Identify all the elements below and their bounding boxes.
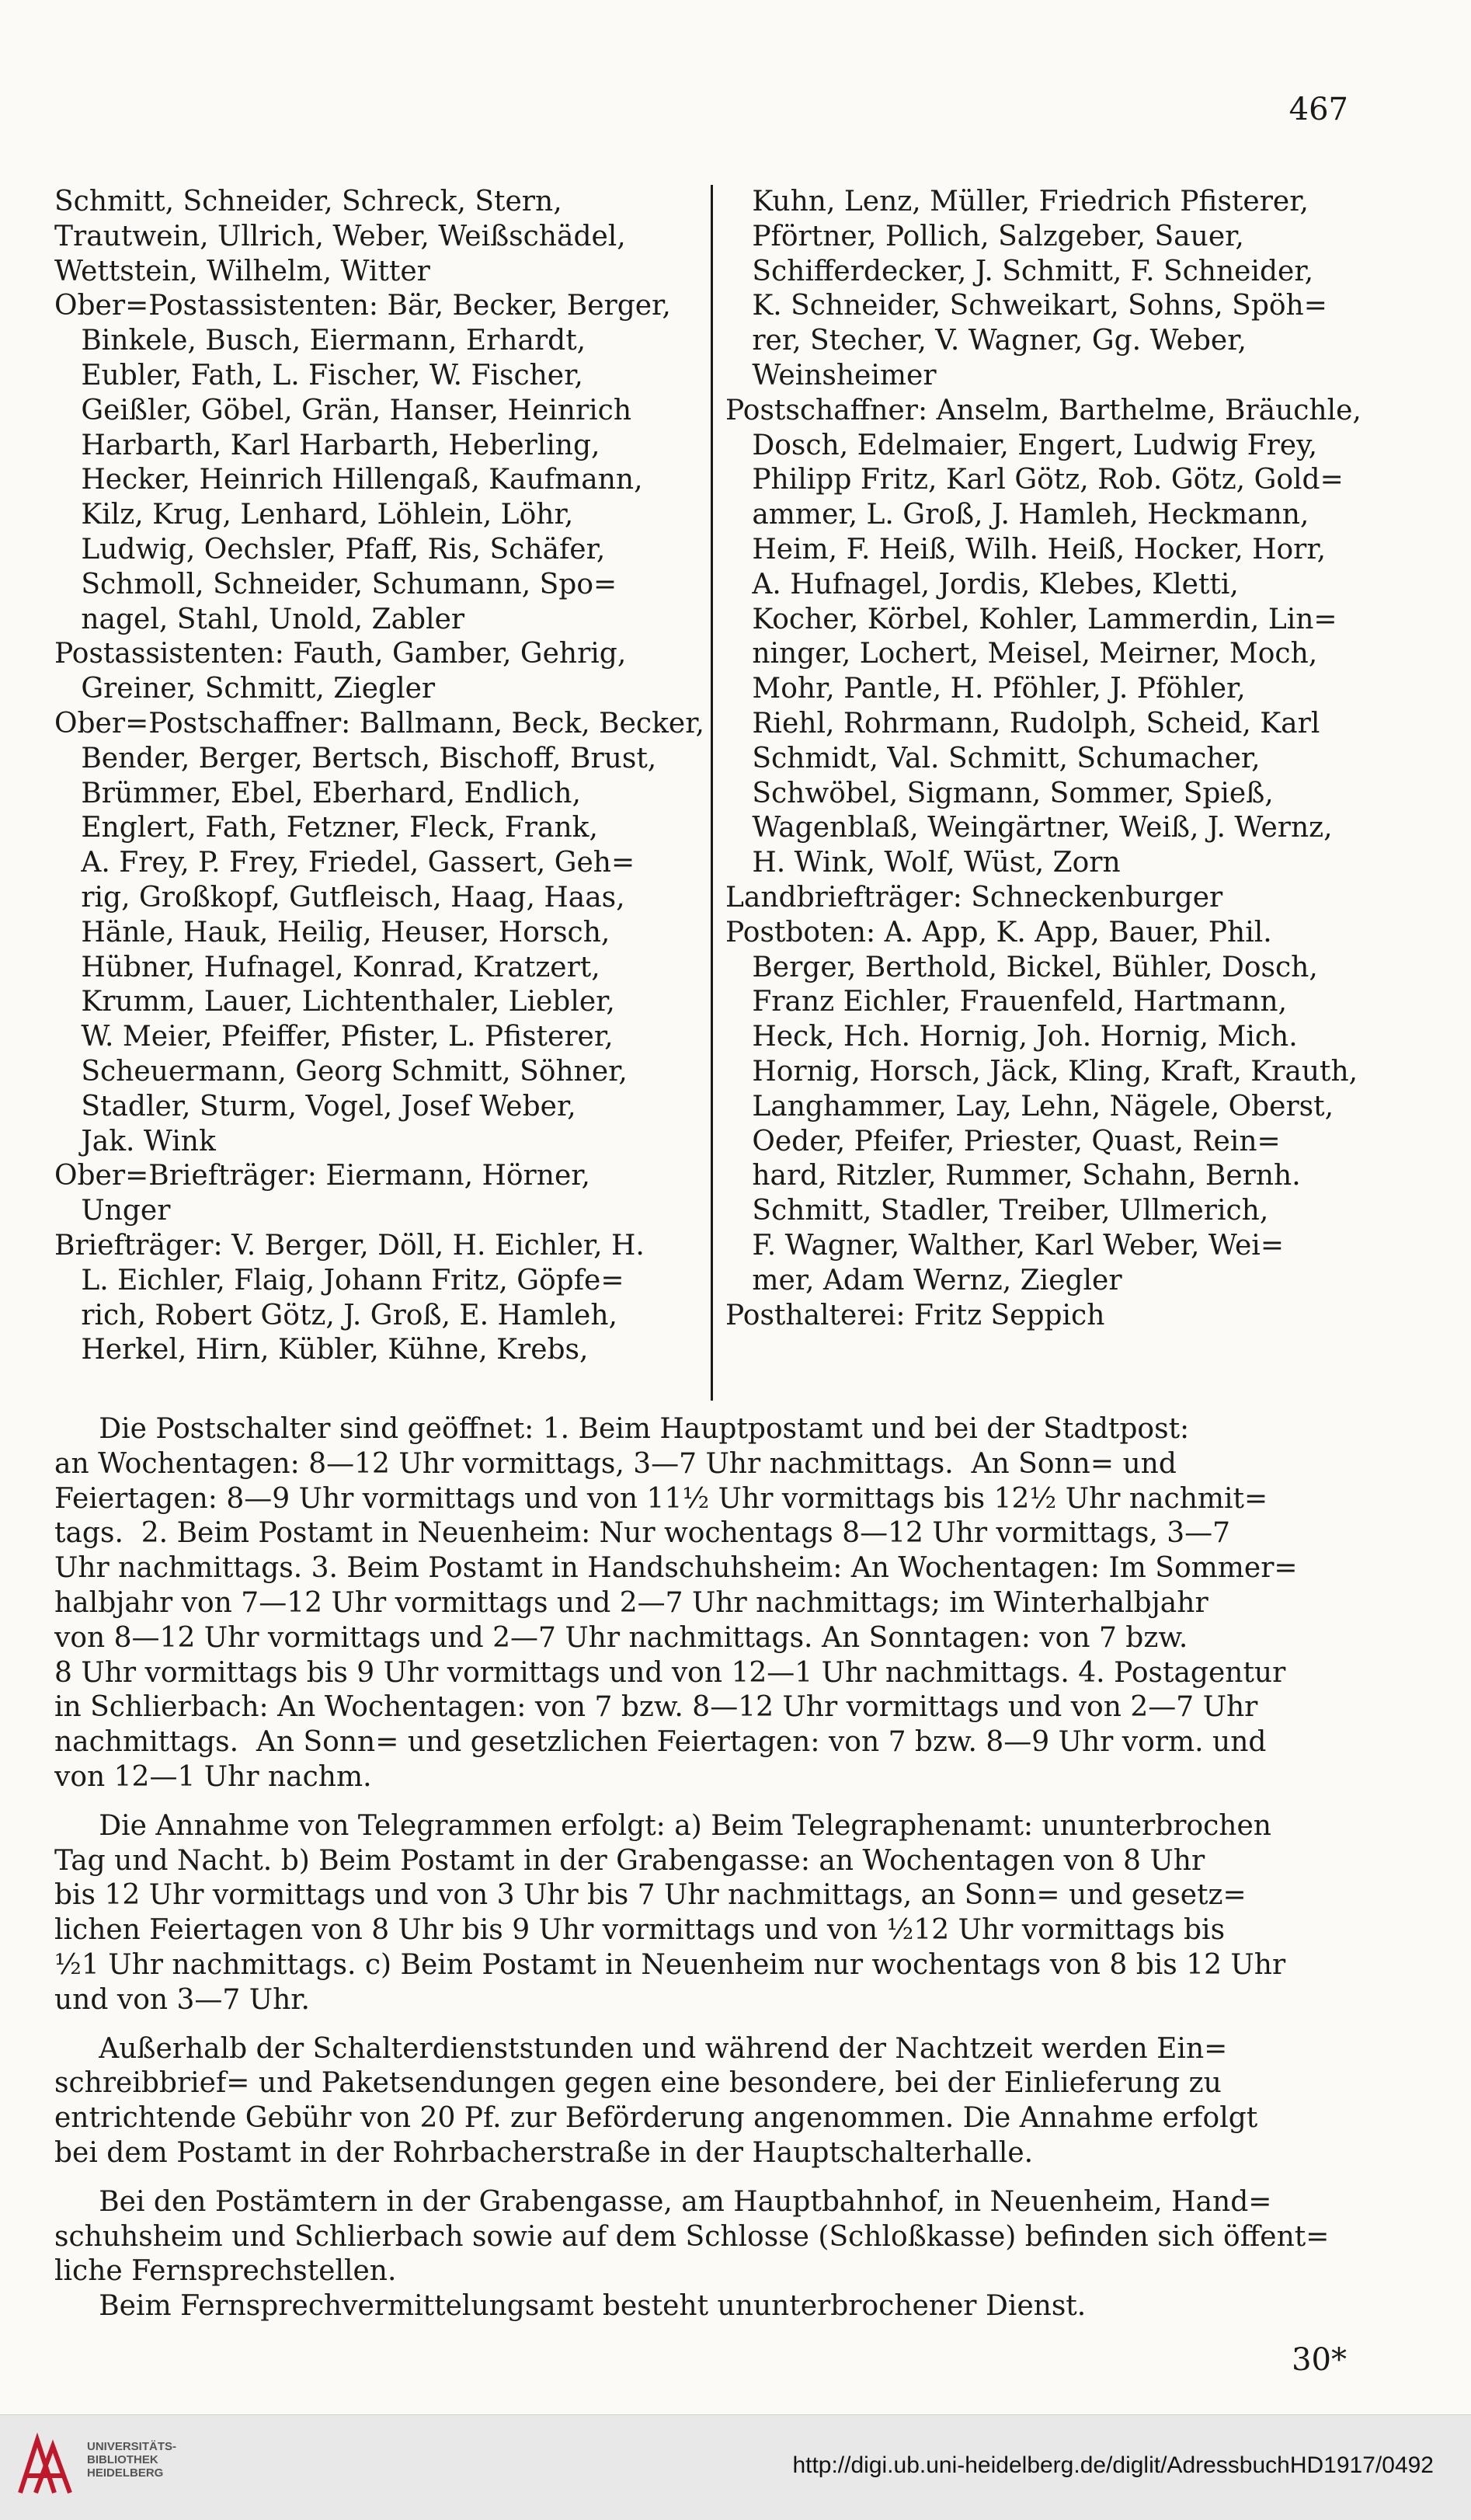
text-line: Kuhn, Lenz, Müller, Friedrich Pfisterer, (725, 186, 1309, 218)
library-name-line: BIBLIOTHEK (87, 2453, 158, 2466)
library-name-line: UNIVERSITÄTS- (87, 2440, 177, 2453)
page-number: 467 (1288, 92, 1348, 127)
text-line: Ober=Briefträger: Eiermann, Hörner, (54, 1160, 590, 1192)
text-line: Oeder, Pfeifer, Priester, Quast, Rein= (725, 1125, 1281, 1157)
directory-columns (54, 185, 1367, 1401)
text-line: rig, Großkopf, Gutfleisch, Haag, Haas, (54, 881, 625, 914)
text-line: in Schlierbach: An Wochentagen: von 7 bzw. 8—12 Uhr vormittags und von 2—7 Uhr (54, 1691, 1258, 1724)
text-line: Weinsheimer (725, 359, 937, 392)
text-line: ½1 Uhr nachmittags. c) Beim Postamt in Neuenheim nur wochentags von 8 bis 12 Uhr (54, 1948, 1286, 1981)
right-column (711, 185, 1367, 1401)
text-line: mer, Adam Wernz, Ziegler (725, 1264, 1122, 1297)
footer-bar (0, 2414, 1471, 2520)
library-name-line: HEIDELBERG (87, 2466, 164, 2480)
text-line: Berger, Berthold, Bickel, Bühler, Dosch, (725, 951, 1318, 983)
text-line: Ludwig, Oechsler, Pfaff, Ris, Schäfer, (54, 533, 606, 566)
text-line: Posthalterei: Fritz Seppich (725, 1299, 1105, 1331)
text-line: Postboten: A. App, K. App, Bauer, Phil. (725, 916, 1272, 948)
library-name (87, 2440, 176, 2480)
text-line: Trautwein, Ullrich, Weber, Weißschädel, (54, 220, 626, 252)
text-line: tags. 2. Beim Postamt in Neuenheim: Nur wochentags 8—12 Uhr vormittags, 3—7 (54, 1517, 1231, 1550)
text-line: ammer, L. Groß, J. Hamleh, Heckmann, (725, 499, 1309, 531)
text-line: L. Eichler, Flaig, Johann Fritz, Göpfe= (54, 1264, 624, 1297)
text-line: 8 Uhr vormittags bis 9 Uhr vormittags und von 12—1 Uhr nachmittags. 4. Postagentur (54, 1656, 1286, 1689)
text-line: Mohr, Pantle, H. Pföhler, J. Pföhler, (725, 673, 1246, 705)
text-line: Bei den Postämtern in der Grabengasse, am Hauptbahnhof, in Neuenheim, Hand= (54, 2185, 1272, 2218)
text-line: Schmoll, Schneider, Schumann, Spo= (54, 568, 617, 600)
text-line: rer, Stecher, V. Wagner, Gg. Weber, (725, 325, 1247, 357)
text-line: Eubler, Fath, L. Fischer, W. Fischer, (54, 359, 583, 392)
text-line: Beim Fernsprechvermittelungsamt besteht ununterbrochener Dienst. (54, 2290, 1087, 2323)
text-line: H. Wink, Wolf, Wüst, Zorn (725, 847, 1121, 879)
text-line: entrichtende Gebühr von 20 Pf. zur Beförderung angenommen. Die Annahme erfolgt (54, 2102, 1258, 2135)
text-line: Schwöbel, Sigmann, Sommer, Spieß, (725, 777, 1274, 809)
text-line: Geißler, Göbel, Grän, Hanser, Heinrich (54, 394, 632, 426)
text-line: Außerhalb der Schalterdienststunden und während der Nachtzeit werden Ein= (54, 2032, 1228, 2065)
text-line: Hübner, Hufnagel, Konrad, Kratzert, (54, 951, 600, 983)
text-line: rich, Robert Götz, J. Groß, E. Hamleh, (54, 1299, 617, 1331)
text-line: nachmittags. An Sonn= und gesetzlichen Feiertagen: von 7 bzw. 8—9 Uhr vorm. und (54, 1726, 1267, 1759)
text-line: Schifferdecker, J. Schmitt, F. Schneider, (725, 255, 1314, 287)
text-line: Schmitt, Schneider, Schreck, Stern, (54, 186, 562, 218)
text-line: Binkele, Busch, Eiermann, Erhardt, (54, 325, 586, 357)
text-line: Wagenblaß, Weingärtner, Weiß, J. Wernz, (725, 812, 1333, 844)
text-line: ninger, Lochert, Meisel, Meirner, Moch, (725, 638, 1318, 670)
paragraph (54, 1412, 1367, 1795)
text-line: an Wochentagen: 8—12 Uhr vormittags, 3—7 Uhr nachmittags. An Sonn= und (54, 1447, 1177, 1480)
text-line: bis 12 Uhr vormittags und von 3 Uhr bis 7 Uhr nachmittags, an Sonn= und gesetz= (54, 1879, 1247, 1912)
text-line: lichen Feiertagen von 8 Uhr bis 9 Uhr vormittags und von ½12 Uhr vormittags bis (54, 1914, 1226, 1947)
text-line: schreibbrief= und Paketsendungen gegen eine besondere, bei der Einlieferung zu (54, 2067, 1222, 2100)
notice-text (54, 1412, 1367, 2324)
text-line: Die Annahme von Telegrammen erfolgt: a) Beim Telegraphenamt: ununterbrochen (54, 1809, 1271, 1842)
text-line: Franz Eichler, Frauenfeld, Hartmann, (725, 986, 1288, 1018)
text-line: Greiner, Schmitt, Ziegler (54, 673, 436, 705)
university-library-logo-icon (14, 2432, 81, 2499)
text-line: schuhsheim und Schlierbach sowie auf dem Schlosse (Schloßkasse) befinden sich öffent= (54, 2220, 1330, 2253)
source-url-link[interactable]: http://digi.ub.uni-heidelberg.de/diglit/AdressbuchHD1917/0492 (792, 2452, 1434, 2478)
text-line: Hänle, Hauk, Heilig, Heuser, Horsch, (54, 916, 610, 948)
text-line: Harbarth, Karl Harbarth, Heberling, (54, 429, 600, 461)
text-line: Kilz, Krug, Lenhard, Löhlein, Löhr, (54, 499, 574, 531)
text-line: Uhr nachmittags. 3. Beim Postamt in Handschuhsheim: An Wochentagen: Im Sommer= (54, 1552, 1298, 1585)
text-line: Philipp Fritz, Karl Götz, Rob. Götz, Gold= (725, 464, 1344, 496)
text-line: Heim, F. Heiß, Wilh. Heiß, Hocker, Horr, (725, 533, 1327, 566)
text-line: Riehl, Rohrmann, Rudolph, Scheid, Karl (725, 707, 1320, 740)
text-line: Postschaffner: Anselm, Barthelme, Bräuchle, (725, 394, 1361, 426)
paragraph (54, 1809, 1367, 2018)
text-line: Englert, Fath, Fetzner, Fleck, Frank, (54, 812, 598, 844)
text-line: Schmidt, Val. Schmitt, Schumacher, (725, 742, 1261, 774)
text-line: W. Meier, Pfeiffer, Pfister, L. Pfisterer, (54, 1021, 614, 1053)
text-line: Tag und Nacht. b) Beim Postamt in der Grabengasse: an Wochentagen von 8 Uhr (54, 1844, 1205, 1877)
text-line: Jak. Wink (54, 1125, 216, 1157)
text-line: liche Fernsprechstellen. (54, 2255, 397, 2288)
text-line: Feiertagen: 8—9 Uhr vormittags und von 11½ Uhr vormittags bis 12½ Uhr nachmit= (54, 1482, 1268, 1515)
text-line: von 12—1 Uhr nachm. (54, 1760, 372, 1793)
text-line: Ober=Postassistenten: Bär, Becker, Berger, (54, 290, 671, 322)
text-line: bei dem Postamt in der Rohrbacherstraße in der Hauptschalterhalle. (54, 2136, 1034, 2169)
text-line: Langhammer, Lay, Lehn, Nägele, Oberst, (725, 1090, 1334, 1123)
text-line: Schmitt, Stadler, Treiber, Ullmerich, (725, 1195, 1269, 1227)
text-line: Die Postschalter sind geöffnet: 1. Beim Hauptpostamt und bei der Stadtpost: (54, 1413, 1190, 1445)
text-line: von 8—12 Uhr vormittags und 2—7 Uhr nachmittags. An Sonntagen: von 7 bzw. (54, 1621, 1188, 1654)
text-line: Postassistenten: Fauth, Gamber, Gehrig, (54, 638, 627, 670)
text-line: Scheuermann, Georg Schmitt, Söhner, (54, 1055, 628, 1088)
text-line: A. Frey, P. Frey, Friedel, Gassert, Geh= (54, 847, 635, 879)
text-line: Bender, Berger, Bertsch, Bischoff, Brust, (54, 742, 657, 774)
text-line: und von 3—7 Uhr. (54, 1983, 310, 2016)
text-line: Hornig, Horsch, Jäck, Kling, Kraft, Krauth, (725, 1055, 1358, 1088)
text-line: Herkel, Hirn, Kübler, Kühne, Krebs, (54, 1334, 589, 1366)
text-line: Hecker, Heinrich Hillengaß, Kaufmann, (54, 464, 643, 496)
text-line: Landbriefträger: Schneckenburger (725, 881, 1223, 914)
text-line: Kocher, Körbel, Kohler, Lammerdin, Lin= (725, 603, 1337, 635)
text-line: K. Schneider, Schweikart, Sohns, Spöh= (725, 290, 1327, 322)
text-line: F. Wagner, Walther, Karl Weber, Wei= (725, 1229, 1284, 1262)
text-line: Stadler, Sturm, Vogel, Josef Weber, (54, 1090, 576, 1123)
text-line: Briefträger: V. Berger, Döll, H. Eichler, H. (54, 1229, 645, 1262)
text-line: Krumm, Lauer, Lichtenthaler, Liebler, (54, 986, 615, 1018)
text-line: Wettstein, Wilhelm, Witter (54, 255, 430, 287)
text-line: Ober=Postschaffner: Ballmann, Beck, Becker, (54, 707, 704, 740)
text-line: Brümmer, Ebel, Eberhard, Endlich, (54, 777, 581, 809)
paragraph (54, 2185, 1367, 2324)
text-line: halbjahr von 7—12 Uhr vormittags und 2—7 Uhr nachmittags; im Winterhalbjahr (54, 1586, 1208, 1619)
sheet-number: 30* (1292, 2342, 1347, 2378)
left-column (54, 185, 711, 1401)
text-line: Unger (54, 1195, 171, 1227)
paragraph (54, 2032, 1367, 2171)
text-line: nagel, Stahl, Unold, Zabler (54, 603, 465, 635)
text-line: A. Hufnagel, Jordis, Klebes, Kletti, (725, 568, 1239, 600)
text-line: hard, Ritzler, Rummer, Schahn, Bernh. (725, 1160, 1301, 1192)
text-line: Pförtner, Pollich, Salzgeber, Sauer, (725, 220, 1244, 252)
text-line: Dosch, Edelmaier, Engert, Ludwig Frey, (725, 429, 1318, 461)
text-line: Heck, Hch. Hornig, Joh. Hornig, Mich. (725, 1021, 1298, 1053)
